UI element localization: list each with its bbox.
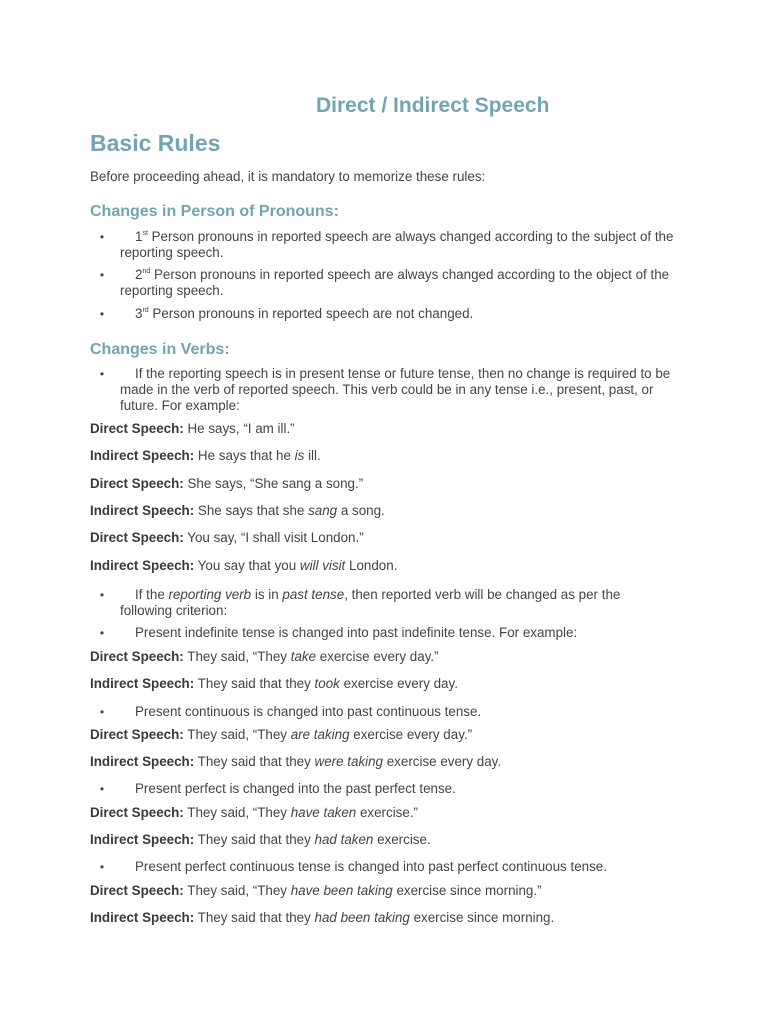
bullet-icon: •	[99, 367, 105, 381]
example-line: Direct Speech: They said, “They have taken exercise.”	[90, 805, 418, 820]
example-line: Direct Speech: She says, “She sang a song.”	[90, 476, 364, 491]
verbs-heading: Changes in Verbs:	[90, 341, 230, 358]
list-item: • Present perfect is changed into the past perfect tense.	[99, 781, 456, 796]
bullet-icon: •	[99, 588, 105, 602]
list-item: • Present continuous is changed into past continuous tense.	[99, 704, 482, 719]
example-line: Indirect Speech: She says that she sang a song.	[90, 503, 385, 518]
bullet-icon: •	[99, 307, 105, 321]
example-line: Direct Speech: They said, “They have been taking exercise since morning.”	[90, 883, 542, 898]
bullet-icon: •	[99, 230, 105, 244]
list-item: • If the reporting speech is in present tense or future tense, then no change is required to be made in the verb of reported speech. This verb could be in any tense i.e., present, past, or future. For example:	[99, 366, 671, 413]
example-line: Indirect Speech: They said that they took exercise every day.	[90, 676, 458, 691]
bullet-icon: •	[99, 860, 105, 874]
example-line: Direct Speech: He says, “I am ill.”	[90, 421, 295, 436]
example-line: Indirect Speech: They said that they had been taking exercise since morning.	[90, 910, 555, 925]
example-line: Direct Speech: They said, “They are taking exercise every day.”	[90, 727, 473, 742]
example-line: Indirect Speech: They said that they were taking exercise every day.	[90, 754, 502, 769]
list-item: • 2nd Person pronouns in reported speech are always changed according to the object of the reporting speech.	[99, 267, 670, 298]
example-line: Indirect Speech: They said that they had taken exercise.	[90, 832, 431, 847]
list-item: • If the reporting verb is in past tense, then reported verb will be changed as per the following criterion:	[99, 587, 621, 618]
example-line: Direct Speech: They said, “They take exercise every day.”	[90, 649, 439, 664]
section-heading: Basic Rules	[90, 130, 221, 156]
list-item: • Present perfect continuous tense is changed into past perfect continuous tense.	[99, 859, 607, 874]
list-item: • 1st Person pronouns in reported speech are always changed according to the subject of the reporting speech.	[99, 229, 674, 260]
page-title: Direct / Indirect Speech	[316, 94, 550, 117]
example-line: Indirect Speech: You say that you will visit London.	[90, 558, 398, 573]
pronouns-heading: Changes in Person of Pronouns:	[90, 203, 339, 220]
bullet-icon: •	[99, 705, 105, 719]
list-item: • Present indefinite tense is changed into past indefinite tense. For example:	[99, 625, 578, 640]
example-line: Direct Speech: You say, “I shall visit London.”	[90, 530, 364, 545]
bullet-icon: •	[99, 268, 105, 282]
bullet-icon: •	[99, 782, 105, 796]
bullet-icon: •	[99, 626, 105, 640]
intro-text: Before proceeding ahead, it is mandatory to memorize these rules:	[90, 169, 486, 184]
example-line: Indirect Speech: He says that he is ill.	[90, 448, 321, 463]
list-item: • 3rd Person pronouns in reported speech are not changed.	[99, 306, 474, 321]
